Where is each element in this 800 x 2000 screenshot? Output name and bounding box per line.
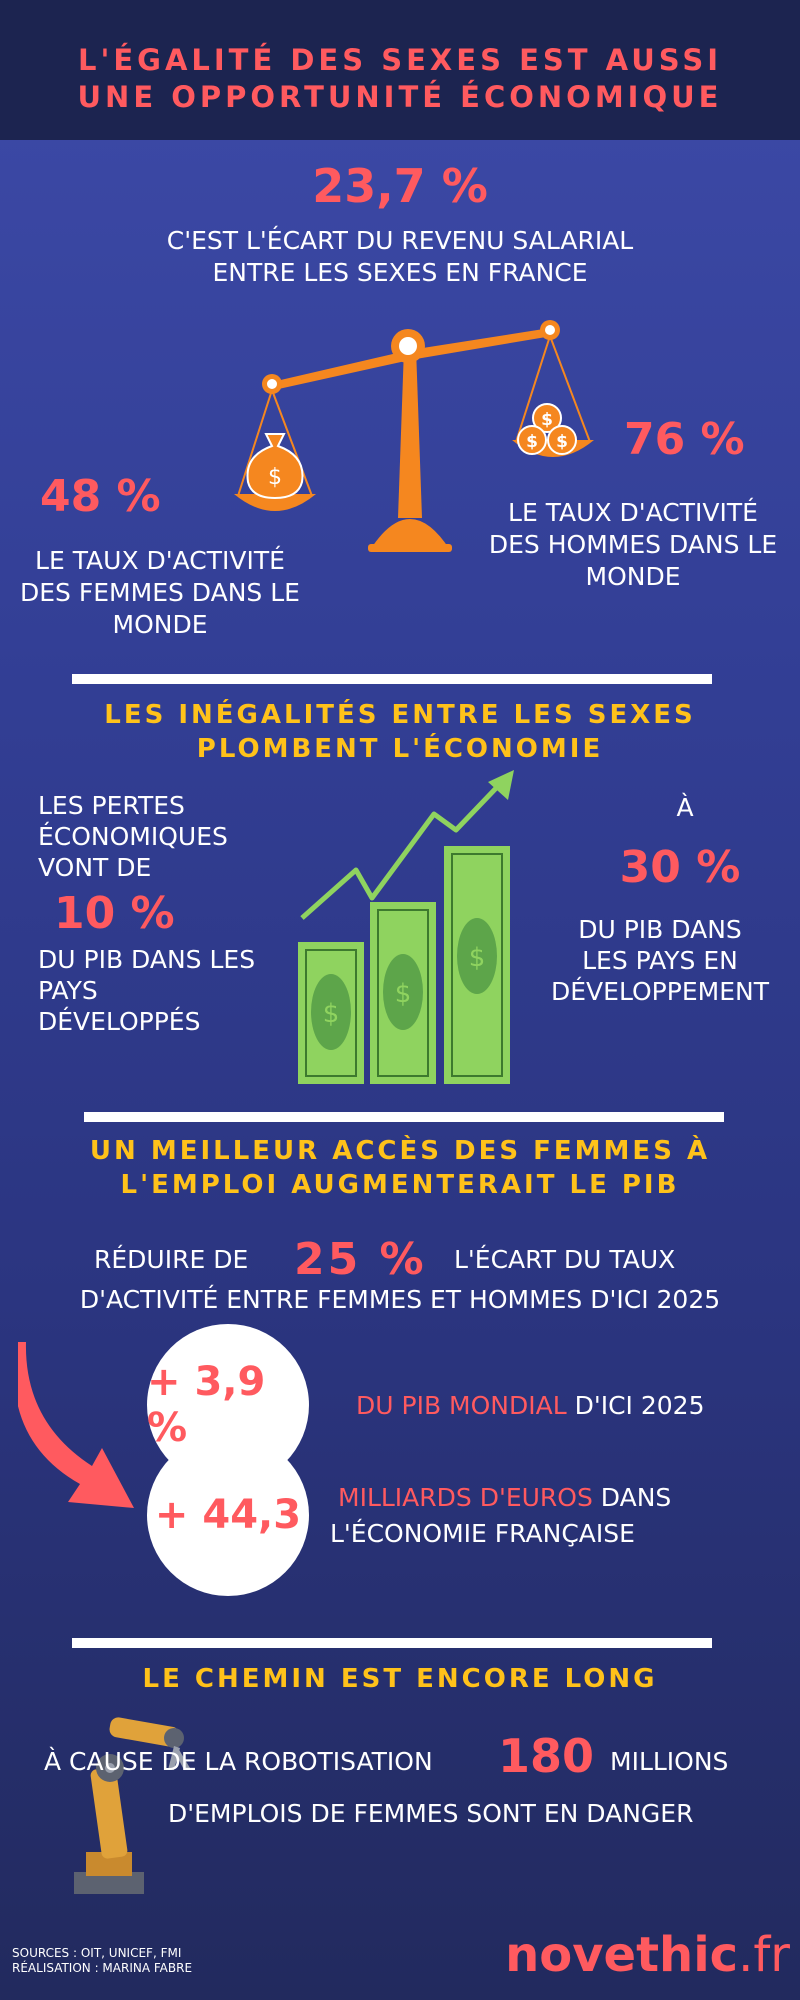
gdp-world-text (356, 1390, 796, 1421)
jobs-at-risk-line-2: D'EMPLOIS DE FEMMES SONT EN DANGER (168, 1799, 694, 1828)
losses-developing-line-3: DÉVELOPPEMENT (551, 977, 769, 1006)
gdp-france-label: MILLIARDS D'EUROS (338, 1483, 593, 1512)
header-banner (0, 0, 800, 140)
coins-icon (512, 402, 582, 460)
svg-text:$: $ (556, 432, 568, 452)
svg-text:$: $ (322, 999, 340, 1029)
jobs-at-risk-unit: MILLIONS (610, 1747, 729, 1776)
credit-line: RÉALISATION : MARINA FABRE (12, 1961, 193, 1975)
page-title-line-2: UNE OPPORTUNITÉ ÉCONOMIQUE (77, 80, 723, 114)
women-rate-line-1: LE TAUX D'ACTIVITÉ (35, 546, 285, 575)
men-rate-line-3: MONDE (585, 562, 681, 591)
section2-title-line-1: LES INÉGALITÉS ENTRE LES SEXES (104, 700, 696, 730)
curved-arrow-icon (18, 1338, 158, 1514)
losses-developing-line-2: LES PAYS EN (582, 946, 738, 975)
svg-text:$: $ (268, 465, 282, 490)
income-gap-line-1: C'EST L'ÉCART DU REVENU SALARIAL (166, 226, 634, 255)
reduce-value: 25 % (294, 1234, 427, 1285)
gdp-world-suffix: D'ICI 2025 (566, 1391, 705, 1420)
section-divider-1 (72, 674, 712, 684)
losses-developing-line-1: DU PIB DANS (578, 915, 742, 944)
svg-text:$: $ (468, 943, 486, 973)
losses-developing-value: 30 % (619, 842, 741, 893)
section4-title: LE CHEMIN EST ENCORE LONG (142, 1664, 658, 1694)
gdp-france-circle (147, 1434, 309, 1596)
section3-title (0, 1134, 800, 1202)
money-bag-icon (240, 432, 310, 500)
reduce-prefix: RÉDUIRE DE (94, 1245, 249, 1274)
sources-credit (12, 1946, 312, 1976)
losses-left-text (38, 790, 318, 883)
section2-title (0, 698, 800, 766)
svg-text:$: $ (541, 410, 553, 430)
svg-text:$: $ (394, 979, 412, 1009)
jobs-at-risk-value: 180 (498, 1729, 595, 1783)
losses-developed-text (38, 944, 318, 1037)
reduce-line-2: D'ACTIVITÉ ENTRE FEMMES ET HOMMES D'ICI 2025 (79, 1285, 721, 1314)
gdp-france-text (330, 1480, 790, 1552)
section2-title-line-2: PLOMBENT L'ÉCONOMIE (196, 734, 604, 764)
page-title (0, 42, 800, 116)
reduce-suffix: L'ÉCART DU TAUX (454, 1245, 676, 1274)
income-gap-text (0, 225, 800, 289)
women-rate-value: 48 % (40, 471, 161, 522)
logo-bold: novethic (505, 1927, 739, 1983)
women-rate-text (0, 545, 320, 641)
section3-title-line-1: UN MEILLEUR ACCÈS DES FEMMES À (89, 1136, 711, 1166)
men-rate-line-1: LE TAUX D'ACTIVITÉ (508, 498, 758, 527)
men-rate-value: 76 % (624, 414, 745, 465)
income-gap-value: 23,7 % (312, 159, 488, 213)
sources-line: SOURCES : OIT, UNICEF, FMI (12, 1946, 182, 1960)
svg-text:$: $ (526, 432, 538, 452)
losses-developed-line-1: DU PIB DANS LES (38, 945, 256, 974)
robotisation-prefix: À CAUSE DE LA ROBOTISATION (44, 1747, 433, 1776)
men-rate-text (468, 497, 798, 593)
losses-developed-value: 10 % (54, 888, 175, 939)
money-growth-chart-icon (296, 770, 516, 1086)
women-rate-line-3: MONDE (112, 610, 208, 639)
logo-light: .fr (738, 1927, 790, 1983)
section-divider-3 (72, 1638, 712, 1648)
women-rate-line-2: DES FEMMES DANS LE (20, 578, 300, 607)
losses-right-a: À (676, 793, 694, 822)
losses-developing-text (520, 914, 800, 1007)
losses-left-line-3: VONT DE (38, 853, 152, 882)
page-title-line-1: L'ÉGALITÉ DES SEXES EST AUSSI (77, 43, 723, 77)
gdp-france-value: + 44,3 (154, 1492, 302, 1538)
novethic-logo (480, 1926, 790, 1984)
gdp-france-line-2: L'ÉCONOMIE FRANÇAISE (330, 1519, 635, 1548)
gdp-france-suffix: DANS (592, 1483, 672, 1512)
gdp-world-label: DU PIB MONDIAL (356, 1391, 567, 1420)
losses-left-line-2: ÉCONOMIQUES (38, 822, 228, 851)
income-gap-line-2: ENTRE LES SEXES EN FRANCE (212, 258, 588, 287)
men-rate-line-2: DES HOMMES DANS LE (488, 530, 778, 559)
section-divider-2 (84, 1112, 724, 1122)
losses-developed-line-2: PAYS (38, 976, 98, 1005)
gdp-world-value: + 3,9 % (147, 1359, 266, 1451)
losses-developed-line-3: DÉVELOPPÉS (38, 1007, 201, 1036)
section3-title-line-2: L'EMPLOI AUGMENTERAIT LE PIB (120, 1170, 680, 1200)
losses-left-line-1: LES PERTES (38, 791, 185, 820)
